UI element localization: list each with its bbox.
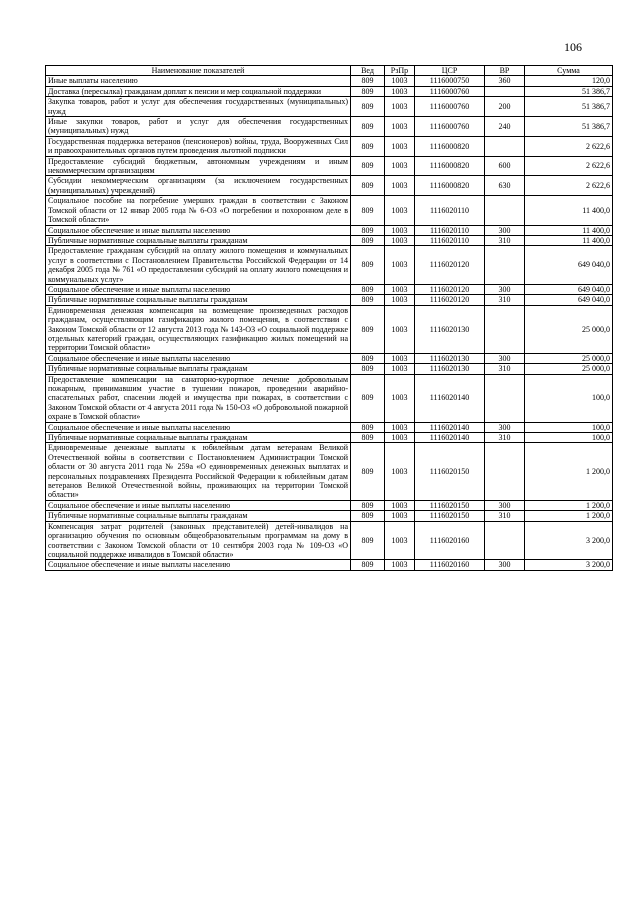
cell-vr xyxy=(485,305,525,353)
cell-sum: 649 040,0 xyxy=(525,295,613,305)
cell-name: Социальное обеспечение и иные выплаты населению xyxy=(46,225,351,235)
cell-ved: 809 xyxy=(351,364,385,374)
cell-sum: 120,0 xyxy=(525,76,613,86)
cell-name: Компенсация затрат родителей (законных представителей) детей-инвалидов на организацию обучения по основным общеобразовательным программам на дому в соответствии с Законом Томской области от 10 сентября 2003 года № 109-ОЗ «О социальной поддержке инвалидов в Томской области» xyxy=(46,521,351,560)
cell-sum: 100,0 xyxy=(525,422,613,432)
cell-rzpr: 1003 xyxy=(385,374,415,422)
table-row xyxy=(46,156,613,176)
header-ved: Вед xyxy=(351,66,385,76)
table-row xyxy=(46,117,613,137)
table-row xyxy=(46,374,613,422)
cell-ved: 809 xyxy=(351,433,385,443)
cell-csr: 1116020140 xyxy=(415,433,485,443)
cell-name: Единовременная денежная компенсация на возмещение произведенных расходов гражданам, осуществляющим газификацию жилого помещения, в соответствии с Законом Томской области от 12 августа 2013 года № 143-ОЗ «О социальной поддержке отдельных категорий граждан, осуществляющих газификацию жилых помещений на территории Томской области» xyxy=(46,305,351,353)
cell-name: Закупка товаров, работ и услуг для обеспечения государственных (муниципальных) нужд xyxy=(46,97,351,117)
cell-ved: 809 xyxy=(351,86,385,96)
cell-sum: 100,0 xyxy=(525,374,613,422)
cell-name: Публичные нормативные социальные выплаты гражданам xyxy=(46,433,351,443)
cell-sum: 100,0 xyxy=(525,433,613,443)
cell-vr: 310 xyxy=(485,295,525,305)
cell-rzpr: 1003 xyxy=(385,196,415,225)
cell-sum: 11 400,0 xyxy=(525,225,613,235)
cell-name: Социальное обеспечение и иные выплаты населению xyxy=(46,560,351,570)
cell-ved: 809 xyxy=(351,176,385,196)
cell-rzpr: 1003 xyxy=(385,560,415,570)
cell-csr: 1116020130 xyxy=(415,364,485,374)
cell-vr: 360 xyxy=(485,76,525,86)
cell-rzpr: 1003 xyxy=(385,364,415,374)
table-row xyxy=(46,521,613,560)
cell-rzpr: 1003 xyxy=(385,295,415,305)
cell-rzpr: 1003 xyxy=(385,86,415,96)
table-row xyxy=(46,176,613,196)
cell-name: Социальное обеспечение и иные выплаты населению xyxy=(46,500,351,510)
cell-ved: 809 xyxy=(351,560,385,570)
cell-ved: 809 xyxy=(351,374,385,422)
cell-ved: 809 xyxy=(351,97,385,117)
cell-rzpr: 1003 xyxy=(385,117,415,137)
cell-vr xyxy=(485,86,525,96)
cell-sum: 649 040,0 xyxy=(525,246,613,285)
cell-ved: 809 xyxy=(351,156,385,176)
header-vr: ВР xyxy=(485,66,525,76)
cell-rzpr: 1003 xyxy=(385,521,415,560)
cell-name: Предоставление компенсации на санаторно-курортное лечение добровольным пожарным, принимавшим участие в тушении пожаров, проведении аварийно-спасательных работ, спасении людей и имущества при пожарах, в соответствии с Законом Томской области от 4 августа 2011 года № 150-ОЗ «О добровольной пожарной охране в Томской области» xyxy=(46,374,351,422)
cell-name: Иные закупки товаров, работ и услуг для обеспечения государственных (муниципальных) нужд xyxy=(46,117,351,137)
table-row xyxy=(46,443,613,500)
table-row xyxy=(46,136,613,156)
cell-ved: 809 xyxy=(351,284,385,294)
cell-ved: 809 xyxy=(351,295,385,305)
cell-rzpr: 1003 xyxy=(385,511,415,521)
cell-vr xyxy=(485,246,525,285)
cell-sum: 3 200,0 xyxy=(525,521,613,560)
cell-vr: 310 xyxy=(485,235,525,245)
cell-ved: 809 xyxy=(351,196,385,225)
cell-vr xyxy=(485,443,525,500)
table-row xyxy=(46,86,613,96)
cell-vr: 300 xyxy=(485,500,525,510)
cell-vr xyxy=(485,521,525,560)
cell-csr: 1116000760 xyxy=(415,86,485,96)
cell-ved: 809 xyxy=(351,305,385,353)
cell-sum: 1 200,0 xyxy=(525,443,613,500)
cell-vr xyxy=(485,136,525,156)
cell-rzpr: 1003 xyxy=(385,156,415,176)
cell-sum: 1 200,0 xyxy=(525,511,613,521)
cell-sum: 25 000,0 xyxy=(525,353,613,363)
cell-vr xyxy=(485,374,525,422)
cell-rzpr: 1003 xyxy=(385,353,415,363)
cell-csr: 1116020130 xyxy=(415,305,485,353)
header-sum: Сумма xyxy=(525,66,613,76)
cell-name: Государственная поддержка ветеранов (пенсионеров) войны, труда, Вооруженных Сил и правоохранительных органов путем проведения льготной подписки xyxy=(46,136,351,156)
cell-ved: 809 xyxy=(351,136,385,156)
table-row xyxy=(46,511,613,521)
cell-vr: 300 xyxy=(485,422,525,432)
cell-csr: 1116020110 xyxy=(415,196,485,225)
cell-sum: 25 000,0 xyxy=(525,305,613,353)
cell-csr: 1116000760 xyxy=(415,97,485,117)
cell-rzpr: 1003 xyxy=(385,136,415,156)
cell-rzpr: 1003 xyxy=(385,443,415,500)
cell-csr: 1116020160 xyxy=(415,521,485,560)
cell-ved: 809 xyxy=(351,422,385,432)
cell-ved: 809 xyxy=(351,443,385,500)
cell-ved: 809 xyxy=(351,500,385,510)
cell-name: Публичные нормативные социальные выплаты гражданам xyxy=(46,295,351,305)
table-header-row xyxy=(46,66,613,76)
header-name: Наименование показателей xyxy=(46,66,351,76)
cell-rzpr: 1003 xyxy=(385,76,415,86)
table-row xyxy=(46,353,613,363)
table-row xyxy=(46,500,613,510)
budget-table xyxy=(45,65,613,571)
header-rzpr: РзПр xyxy=(385,66,415,76)
cell-name: Социальное обеспечение и иные выплаты населению xyxy=(46,284,351,294)
cell-name: Социальное обеспечение и иные выплаты населению xyxy=(46,422,351,432)
cell-name: Социальное пособие на погребение умерших граждан в соответствии с Законом Томской области от 12 январ 2005 года № 6-ОЗ «О погребении и похоронном деле в Томской области» xyxy=(46,196,351,225)
table-row xyxy=(46,76,613,86)
page-number: 106 xyxy=(564,40,582,54)
cell-csr: 1116000820 xyxy=(415,156,485,176)
table-row xyxy=(46,364,613,374)
cell-rzpr: 1003 xyxy=(385,246,415,285)
cell-ved: 809 xyxy=(351,353,385,363)
cell-csr: 1116020150 xyxy=(415,443,485,500)
cell-csr: 1116020150 xyxy=(415,511,485,521)
cell-rzpr: 1003 xyxy=(385,225,415,235)
cell-csr: 1116020120 xyxy=(415,284,485,294)
table-row xyxy=(46,560,613,570)
cell-vr: 240 xyxy=(485,117,525,137)
cell-csr: 1116020120 xyxy=(415,246,485,285)
cell-sum: 2 622,6 xyxy=(525,176,613,196)
cell-rzpr: 1003 xyxy=(385,97,415,117)
table-row xyxy=(46,225,613,235)
cell-sum: 25 000,0 xyxy=(525,364,613,374)
table-row xyxy=(46,196,613,225)
cell-sum: 3 200,0 xyxy=(525,560,613,570)
cell-vr: 310 xyxy=(485,433,525,443)
cell-csr: 1116000820 xyxy=(415,176,485,196)
cell-vr: 200 xyxy=(485,97,525,117)
table-row xyxy=(46,246,613,285)
table-body xyxy=(46,76,613,570)
table-row xyxy=(46,295,613,305)
cell-vr: 300 xyxy=(485,284,525,294)
cell-sum: 11 400,0 xyxy=(525,196,613,225)
cell-rzpr: 1003 xyxy=(385,284,415,294)
header-csr: ЦСР xyxy=(415,66,485,76)
cell-name: Единовременные денежные выплаты к юбилейным датам ветеранам Великой Отечественной войны в соответствии с Постановлением Администрации Томской области от 30 августа 2011 года № 259а «О единовременных денежных выплатах и персональных поздравлениях Президента Российской Федерации к юбилейным датам ветеранов Великой Отечественной войны, проживающих на территории Томской области» xyxy=(46,443,351,500)
cell-rzpr: 1003 xyxy=(385,433,415,443)
cell-name: Доставка (пересылка) гражданам доплат к пенсии и мер социальной поддержки xyxy=(46,86,351,96)
cell-sum: 2 622,6 xyxy=(525,156,613,176)
cell-vr xyxy=(485,196,525,225)
cell-name: Публичные нормативные социальные выплаты гражданам xyxy=(46,235,351,245)
cell-rzpr: 1003 xyxy=(385,235,415,245)
cell-sum: 1 200,0 xyxy=(525,500,613,510)
table-row xyxy=(46,284,613,294)
cell-ved: 809 xyxy=(351,246,385,285)
table-row xyxy=(46,97,613,117)
cell-vr: 310 xyxy=(485,511,525,521)
cell-csr: 1116020110 xyxy=(415,225,485,235)
cell-csr: 1116020120 xyxy=(415,295,485,305)
cell-vr: 300 xyxy=(485,353,525,363)
cell-rzpr: 1003 xyxy=(385,422,415,432)
cell-ved: 809 xyxy=(351,235,385,245)
cell-name: Социальное обеспечение и иные выплаты населению xyxy=(46,353,351,363)
cell-sum: 11 400,0 xyxy=(525,235,613,245)
cell-ved: 809 xyxy=(351,76,385,86)
cell-name: Субсидии некоммерческим организациям (за исключением государственных (муниципальных) учреждений) xyxy=(46,176,351,196)
cell-name: Иные выплаты населению xyxy=(46,76,351,86)
cell-rzpr: 1003 xyxy=(385,500,415,510)
cell-ved: 809 xyxy=(351,117,385,137)
cell-vr: 310 xyxy=(485,364,525,374)
table-row xyxy=(46,305,613,353)
cell-csr: 1116020110 xyxy=(415,235,485,245)
cell-csr: 1116020160 xyxy=(415,560,485,570)
cell-csr: 1116020150 xyxy=(415,500,485,510)
cell-sum: 2 622,6 xyxy=(525,136,613,156)
cell-csr: 1116020140 xyxy=(415,422,485,432)
cell-sum: 51 386,7 xyxy=(525,117,613,137)
cell-rzpr: 1003 xyxy=(385,305,415,353)
cell-ved: 809 xyxy=(351,521,385,560)
cell-sum: 51 386,7 xyxy=(525,97,613,117)
cell-csr: 1116020130 xyxy=(415,353,485,363)
cell-sum: 51 386,7 xyxy=(525,86,613,96)
cell-vr: 630 xyxy=(485,176,525,196)
cell-rzpr: 1003 xyxy=(385,176,415,196)
cell-csr: 1116000750 xyxy=(415,76,485,86)
cell-vr: 300 xyxy=(485,560,525,570)
table-row xyxy=(46,422,613,432)
cell-name: Предоставление гражданам субсидий на оплату жилого помещения и коммунальных услуг в соответствии с Постановлением Правительства Российской Федерации от 14 декабря 2005 года № 761 «О предоставлении субсидий на оплату жилого помещения и коммунальных услуг» xyxy=(46,246,351,285)
cell-name: Публичные нормативные социальные выплаты гражданам xyxy=(46,511,351,521)
cell-csr: 1116000820 xyxy=(415,136,485,156)
cell-ved: 809 xyxy=(351,225,385,235)
cell-csr: 1116000760 xyxy=(415,117,485,137)
table-row xyxy=(46,235,613,245)
cell-ved: 809 xyxy=(351,511,385,521)
table-row xyxy=(46,433,613,443)
cell-vr: 600 xyxy=(485,156,525,176)
cell-vr: 300 xyxy=(485,225,525,235)
cell-sum: 649 040,0 xyxy=(525,284,613,294)
cell-name: Предоставление субсидий бюджетным, автономным учреждениям и иным некоммерческим организациям xyxy=(46,156,351,176)
cell-csr: 1116020140 xyxy=(415,374,485,422)
cell-name: Публичные нормативные социальные выплаты гражданам xyxy=(46,364,351,374)
